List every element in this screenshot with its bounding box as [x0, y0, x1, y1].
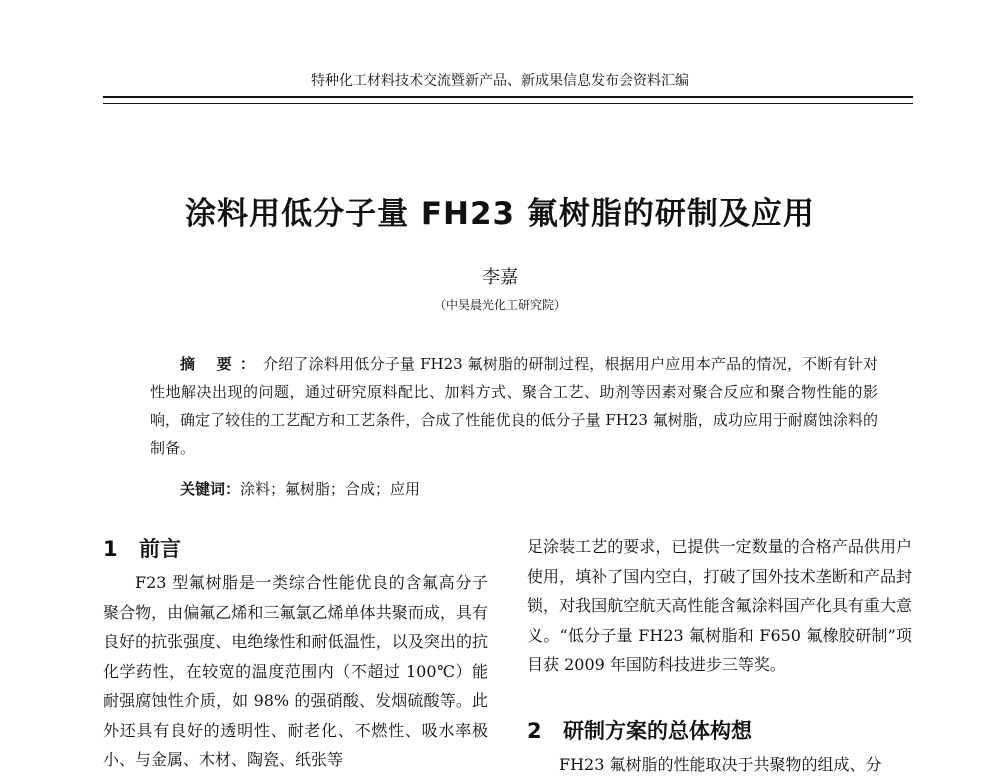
abstract-label: 摘 要：: [180, 355, 263, 373]
section-1-title: 前言: [139, 537, 181, 561]
abstract: [150, 350, 878, 462]
header-rule-thin: [103, 103, 913, 104]
section-2-title: 研制方案的总体构想: [563, 719, 752, 743]
author-affiliation: （中昊晨光化工研究院）: [0, 296, 1000, 313]
abstract-text: 介绍了涂料用低分子量 FH23 氟树脂的研制过程，根据用户应用本产品的情况，不断有针对性地解决出现的问题，通过研究原料配比、加料方式、聚合工艺、助剂等因素对聚合反应和聚合物性能的影响，确定了较佳的工艺配方和工艺条件，合成了性能优良的低分子量 FH23 氟树脂，成功应用于耐腐蚀涂料的制备。: [150, 355, 878, 457]
right-column: [527, 532, 912, 779]
section-1-continuation: 足涂装工艺的要求，已提供一定数量的合格产品供用户使用，填补了国内空白，打破了国外技术垄断和产品封锁，对我国航空航天高性能含氟涂料国产化具有重大意义。“低分子量 FH23 氟树脂和 F650 氟橡胶研制”项目获 2009 年国防科技进步三等奖。: [527, 532, 912, 680]
author-name: 李嘉: [0, 263, 1000, 289]
left-column: [103, 532, 488, 775]
section-2-number: 2: [527, 714, 563, 748]
keywords-label: 关键词：: [180, 480, 240, 498]
keywords-text: 涂料；氟树脂；合成；应用: [240, 480, 420, 498]
paper-title: 涂料用低分子量 FH23 氟树脂的研制及应用: [0, 188, 1000, 233]
section-1-heading: [103, 532, 488, 566]
section-1-number: 1: [103, 532, 139, 566]
section-1-paragraph: F23 型氟树脂是一类综合性能优良的含氟高分子聚合物，由偏氟乙烯和三氟氯乙烯单体共聚而成，具有良好的抗张强度、电绝缘性和耐低温性，以及突出的抗化学药性，在较宽的温度范围内（不超过 100℃）能耐强腐蚀性介质，如 98% 的强硝酸、发烟硫酸等。此外还具有良好的透明性、耐老化、不燃性、吸水率极小、与金属、木材、陶瓷、纸张等: [103, 568, 488, 775]
header-rule-thick: [103, 96, 913, 98]
section-gap: [527, 680, 912, 714]
running-header: 特种化工材料技术交流暨新产品、新成果信息发布会资料汇编: [0, 70, 1000, 90]
section-2-heading: [527, 714, 912, 748]
section-2-paragraph: FH23 氟树脂的性能取决于共聚物的组成、分: [527, 750, 912, 779]
keywords: [180, 475, 880, 503]
